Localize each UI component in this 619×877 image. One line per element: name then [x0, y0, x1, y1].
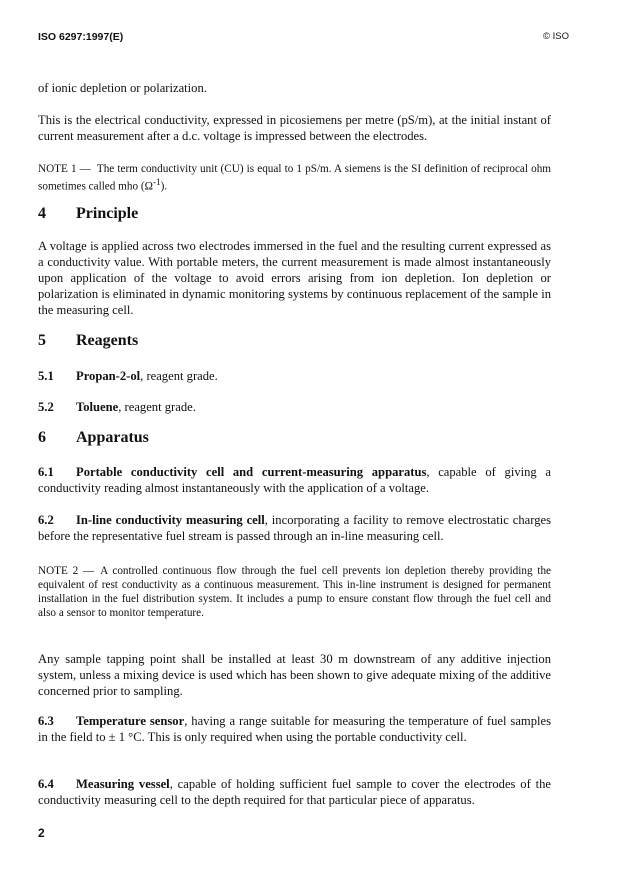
clause-6-2-term: In-line conductivity measuring cell	[76, 513, 265, 527]
clause-6-4	[38, 776, 551, 808]
section-5-title: Reagents	[76, 332, 139, 349]
clause-5-2	[38, 399, 551, 415]
clause-6-1-number: 6.1	[38, 465, 54, 479]
note-1-superscript: -1	[152, 178, 161, 188]
standard-number: ISO 6297:1997(E)	[38, 31, 124, 43]
section-6-title: Apparatus	[76, 429, 149, 446]
clause-6-2	[38, 512, 551, 544]
page-number: 2	[38, 826, 45, 840]
clause-5-1-text: , reagent grade.	[140, 369, 218, 383]
clause-5-1-term: Propan-2-ol	[76, 369, 141, 383]
clause-6-4-number: 6.4	[38, 777, 54, 791]
copyright-mark: © ISO	[542, 31, 569, 42]
section-5-heading	[38, 332, 551, 350]
clause-6-2-number: 6.2	[38, 513, 54, 527]
clause-6-1-text: , capable of giving a conductivity reading almost instantaneously with the application of a voltage.	[38, 465, 551, 495]
section-4-title: Principle	[76, 205, 139, 222]
clause-5-1	[38, 368, 551, 384]
sampling-paragraph	[38, 651, 551, 699]
clause-5-2-number: 5.2	[38, 400, 54, 414]
intro-continuation	[38, 80, 551, 96]
section-6-number: 6	[38, 429, 46, 446]
section-4-number: 4	[38, 205, 46, 222]
sampling-text: Any sample tapping point shall be installed at least 30 m downstream of any additive injection system, unless a mixing device is used which has been shown to give adequate mixing of the additive concerned prior to sampling.	[38, 652, 551, 698]
conductivity-definition	[38, 112, 551, 144]
note-2-label: NOTE 2 —	[38, 565, 95, 577]
clause-6-1-term: Portable conductivity cell and current-measuring apparatus	[76, 465, 427, 479]
note-1-label: NOTE 1 —	[38, 163, 91, 175]
note-1-text-end: ).	[160, 180, 168, 193]
section-4-heading	[38, 205, 551, 223]
clause-5-2-text: , reagent grade.	[118, 400, 196, 414]
clause-6-4-term: Measuring vessel	[76, 777, 170, 791]
clause-5-1-number: 5.1	[38, 369, 54, 383]
clause-6-2-text: , incorporating a facility to remove electrostatic charges before the representative fuel stream is passed through an in-line measuring cell.	[38, 513, 551, 543]
section-5-number: 5	[38, 332, 46, 349]
section-6-heading	[38, 429, 551, 447]
principle-text: A voltage is applied across two electrodes immersed in the fuel and the resulting current expressed as a conductivity value. With portable meters, the current measurement is made almost instantaneously upon application of the voltage to avoid errors arising from ion depletion. Ion depletion or polarization is eliminated in dynamic monitoring systems by continuous replacement of the sample in the measuring cell.	[38, 239, 551, 317]
clause-6-4-text: , capable of holding sufficient fuel sample to cover the electrodes of the conductivity measuring cell to the depth required for that particular piece of apparatus.	[38, 777, 551, 807]
note-1-text: The term conductivity unit (CU) is equal to 1 pS/m. A siemens is the SI definition of reciprocal ohm sometimes called mho (Ω	[38, 163, 552, 193]
intro-continuation-text: of ionic depletion or polarization.	[38, 81, 207, 95]
clause-5-2-term: Toluene	[76, 400, 119, 414]
note-2-text: A controlled continuous flow through the fuel cell prevents ion depletion thereby providing the equivalent of rest conductivity as a continuous measurement. This in-line instrument is designed for permanent installation in the fuel distribution system. It includes a pump to ensure constant flow through the fuel cell and also a sensor to monitor temperature.	[38, 565, 552, 619]
clause-6-3	[38, 713, 551, 745]
note-1	[38, 162, 551, 194]
clause-6-3-number: 6.3	[38, 714, 54, 728]
clause-6-3-term: Temperature sensor	[76, 714, 185, 728]
definition-text: This is the electrical conductivity, expressed in picosiemens per metre (pS/m), at the initial instant of current measurement after a d.c. voltage is impressed between the electrodes.	[38, 113, 551, 143]
principle-paragraph	[38, 238, 551, 318]
clause-6-3-text: , having a range suitable for measuring the temperature of fuel samples in the field to ± 1 °C. This is only required when using the portable conductivity cell.	[38, 714, 552, 744]
note-2	[38, 564, 551, 620]
clause-6-1	[38, 464, 551, 496]
